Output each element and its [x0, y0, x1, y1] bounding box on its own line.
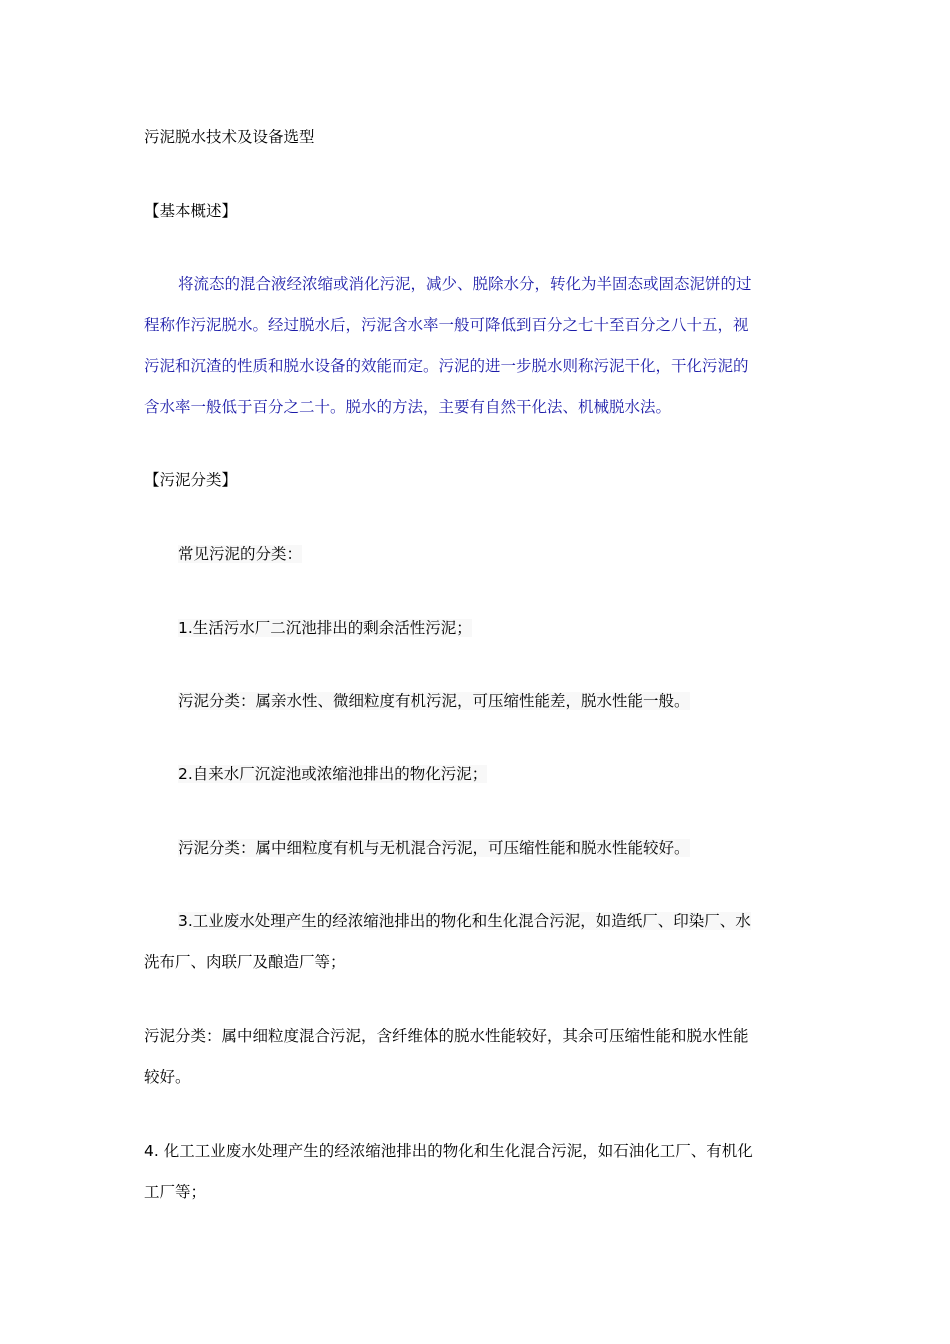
- classification-item-3-note-line-2: 较好。: [144, 1068, 191, 1086]
- classification-item-3-line-1-text: 3.工业废水处理产生的经浓缩池排出的物化和生化混合污泥，如造纸厂、印染厂、水: [178, 912, 751, 930]
- classification-item-4-line-1: 4. 化工工业废水处理产生的经浓缩池排出的物化和生化混合污泥，如石油化工厂、有机化: [144, 1142, 753, 1160]
- overview-paragraph-line-3: 污泥和沉渣的性质和脱水设备的效能而定。污泥的进一步脱水则称污泥干化，干化污泥的: [144, 357, 749, 375]
- classification-item-1: [144, 618, 809, 638]
- classification-item-2-text: 2.自来水厂沉淀池或浓缩池排出的物化污泥；: [178, 765, 488, 783]
- classification-item-3-line-2: 洗布厂、肉联厂及酿造厂等；: [144, 953, 346, 971]
- document-title: 污泥脱水技术及设备选型: [144, 128, 315, 146]
- overview-paragraph-line-1: 将流态的混合液经浓缩或消化污泥，减少、脱除水分，转化为半固态或固态泥饼的过: [178, 275, 752, 293]
- classification-intro: [144, 544, 809, 564]
- section-heading-overview: 【基本概述】: [144, 202, 238, 220]
- classification-item-2-note: [144, 838, 809, 858]
- classification-item-4-line-2: 工厂等；: [144, 1183, 207, 1201]
- classification-item-2-note-text: 污泥分类：属中细粒度有机与无机混合污泥，可压缩性能和脱水性能较好。: [178, 839, 690, 857]
- classification-intro-text: 常见污泥的分类：: [178, 545, 303, 563]
- classification-item-1-note-text: 污泥分类：属亲水性、微细粒度有机污泥，可压缩性能差，脱水性能一般。: [178, 692, 690, 710]
- classification-item-1-text: 1.生活污水厂二沉池排出的剩余活性污泥；: [178, 619, 472, 637]
- classification-item-3-note-line-1: 污泥分类：属中细粒度混合污泥，含纤维体的脱水性能较好，其余可压缩性能和脱水性能: [144, 1027, 749, 1045]
- classification-item-3-line-1: [144, 911, 809, 931]
- classification-item-2: [144, 764, 809, 784]
- classification-item-1-note: [144, 691, 809, 711]
- section-heading-classification: 【污泥分类】: [144, 471, 238, 489]
- overview-paragraph-line-4: 含水率一般低于百分之二十。脱水的方法，主要有自然干化法、机械脱水法。: [144, 398, 672, 416]
- overview-paragraph-line-2: 程称作污泥脱水。经过脱水后，污泥含水率一般可降低到百分之七十至百分之八十五，视: [144, 316, 749, 334]
